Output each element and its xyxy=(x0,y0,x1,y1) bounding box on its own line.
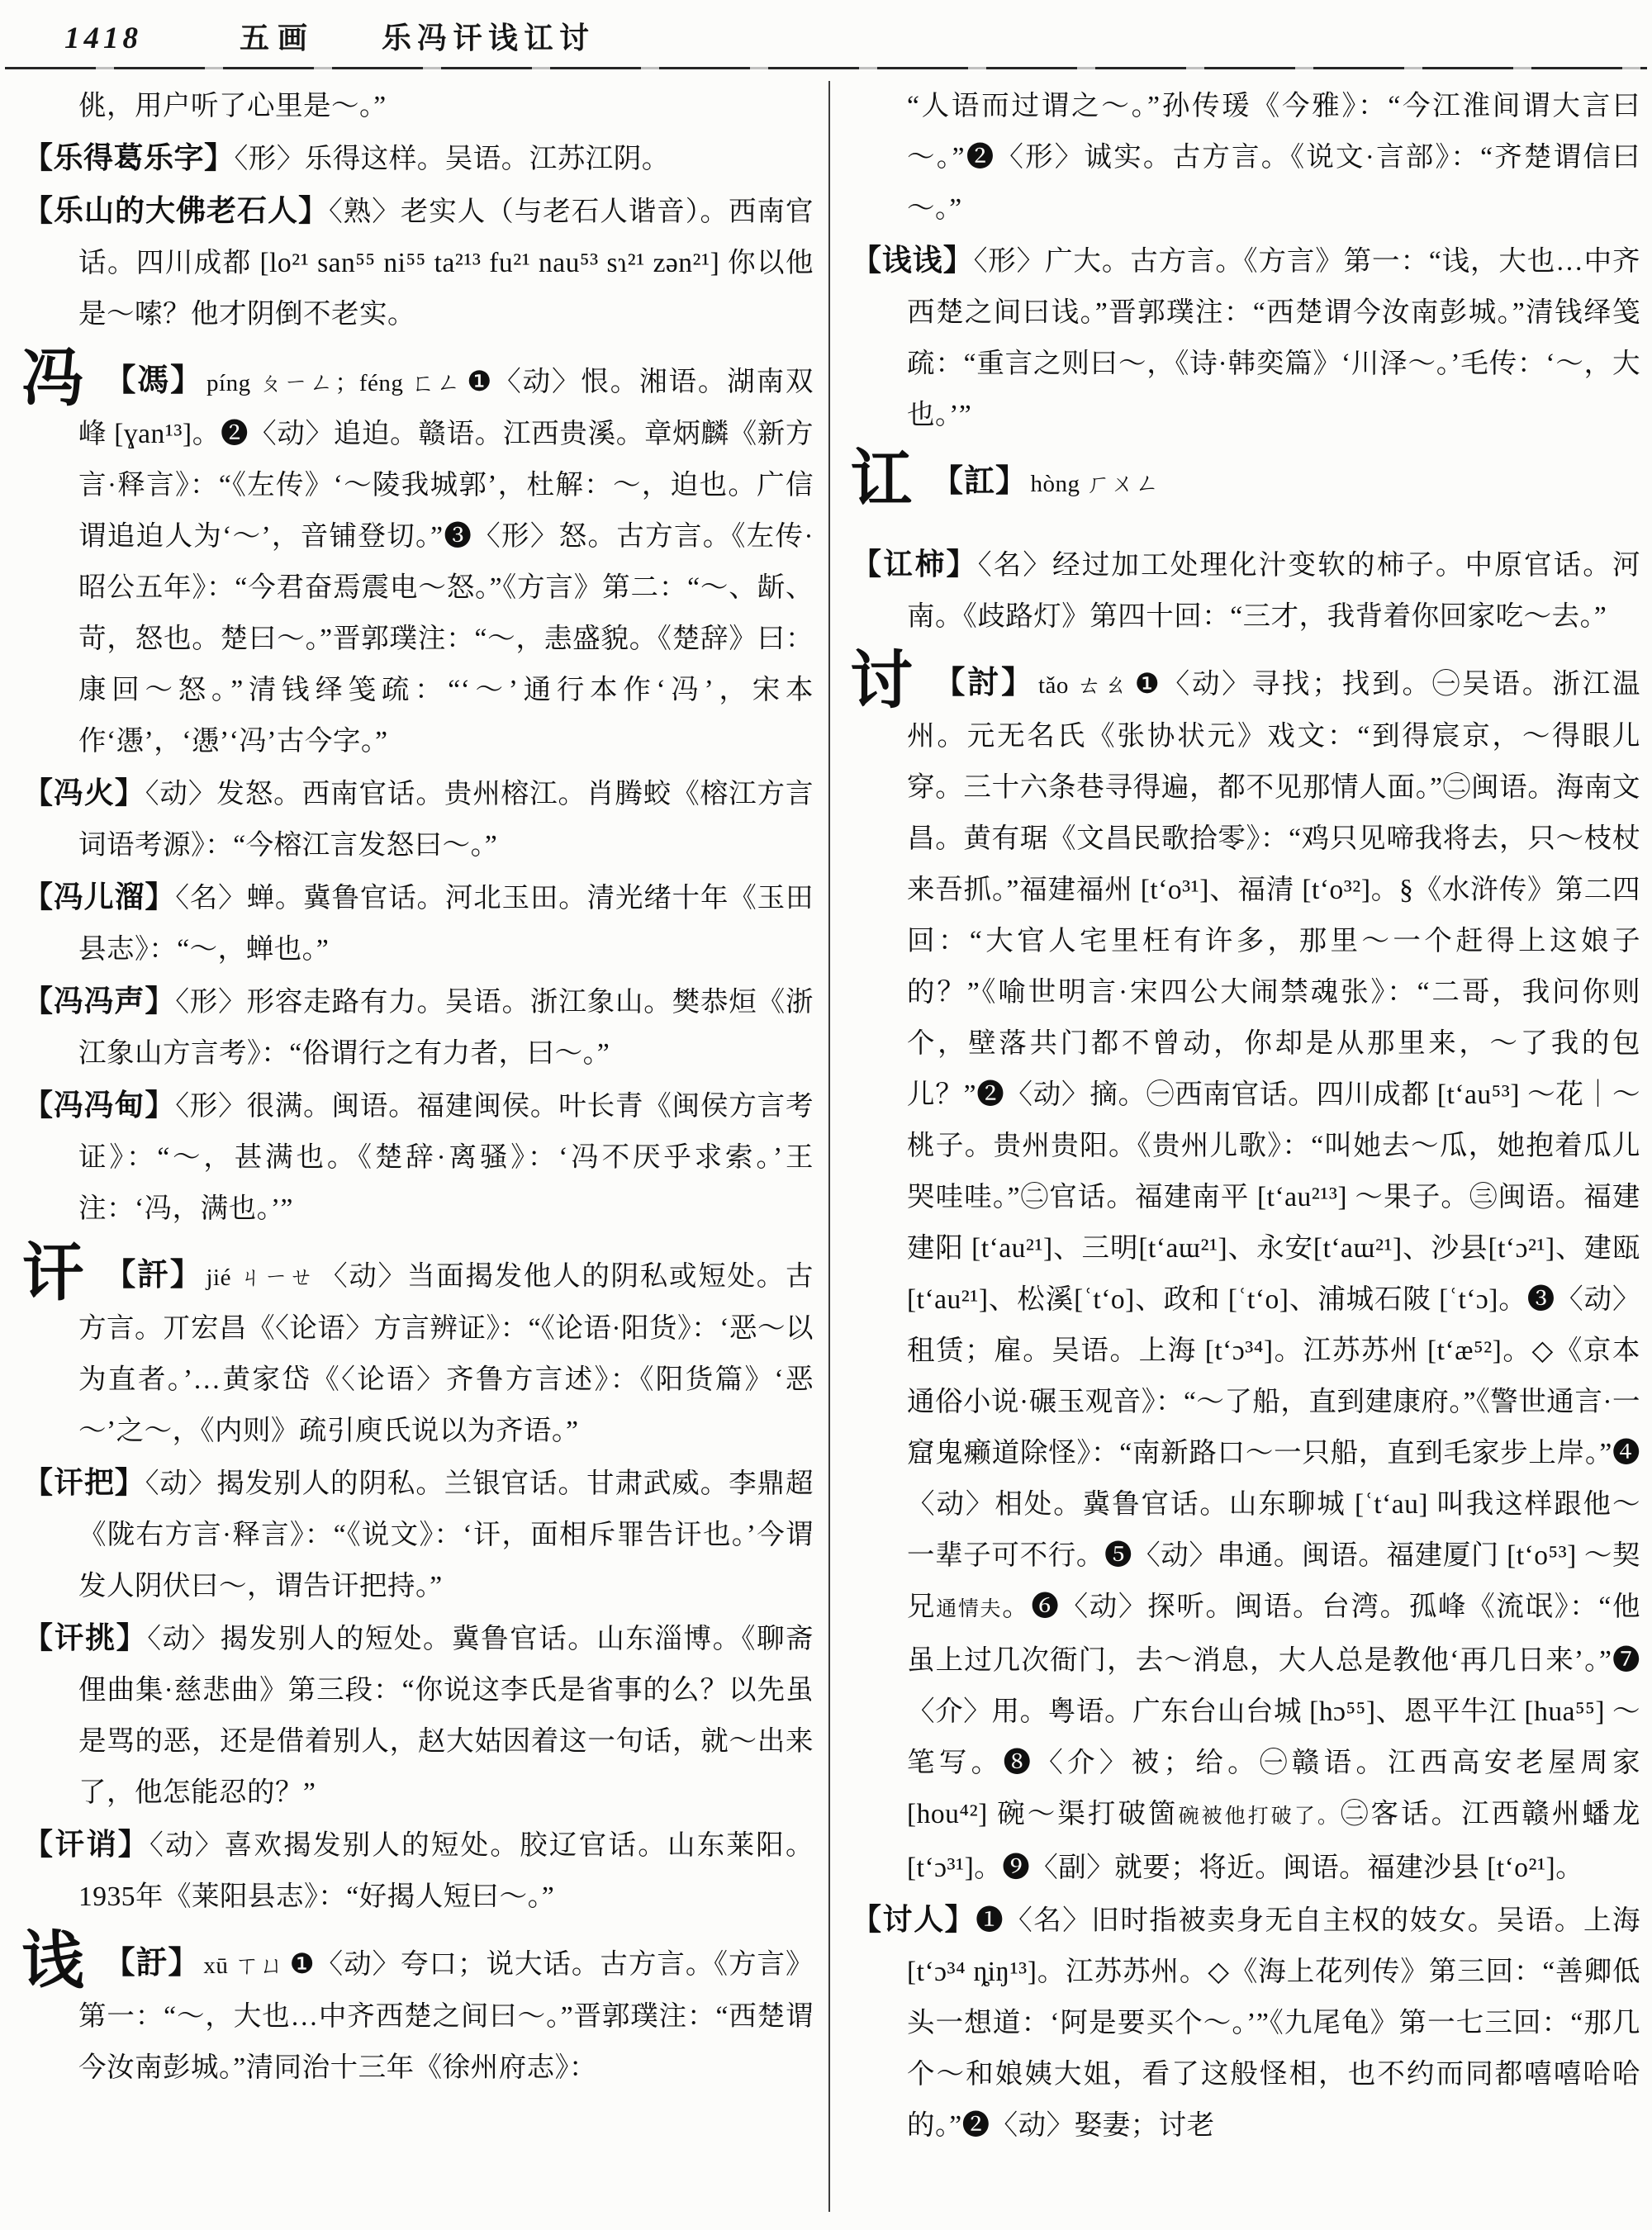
entry-text: 〈形〉乐得这样。吴语。江苏江阴。 xyxy=(234,144,670,174)
compound-entry xyxy=(23,1457,814,1612)
compound-headword: 【讦把】 xyxy=(23,1466,145,1499)
continuation-paragraph xyxy=(23,81,814,132)
entry-text: ㊁客话。江西赣州蟠龙 [tʻɔ³¹]。❾〈副〉就要；将近。闽语。福建沙县 [tʻo²¹]。 xyxy=(907,1799,1640,1883)
continuation-paragraph xyxy=(852,81,1640,235)
compound-headword: 【讧柿】 xyxy=(852,548,978,581)
compound-headword: 【冯火】 xyxy=(23,776,145,809)
compound-entry xyxy=(23,132,814,185)
compound-entry xyxy=(23,871,814,975)
entry-text: “人语而过谓之～。”孙传瑗《今雅》：“今江淮间谓大言曰～。”❷〈形〉诚实。古方言。《说文·言部》：“齐楚谓信曰～。” xyxy=(907,91,1640,224)
entry-text: 〈形〉形容走路有力。吴语。浙江象山。樊恭烜《浙江象山方言考》：“俗谓行之有力者，曰～。” xyxy=(78,987,814,1069)
traditional-form: 【馮】 xyxy=(103,363,204,398)
head-entry xyxy=(850,445,1640,515)
entry-text: 〈动〉发怒。西南官话。贵州榕江。肖腾蛟《榕江方言词语考源》：“今榕江言发怒曰～。” xyxy=(78,779,814,861)
head-entry xyxy=(850,647,1640,1894)
compound-entry xyxy=(23,1612,814,1819)
head-character: 𬣡 xyxy=(21,1927,85,1996)
compound-headword: 【乐山的大佛老石人】 xyxy=(23,194,329,227)
head-character: 讧 xyxy=(850,445,914,515)
compound-headword: 【𬣡𬣡】 xyxy=(852,244,974,277)
compound-entry xyxy=(23,1079,814,1235)
compound-headword: 【讨人】 xyxy=(852,1903,976,1936)
right-column xyxy=(852,81,1640,2212)
entry-text: ❶〈动〉寻找；找到。㊀吴语。浙江温州。元无名氏《张协状元》戏文：“到得宸京，～得眼儿穿。三十六条巷寻得遍，都不见那情人面。”㊁闽语。海南文昌。黄有琚《文昌民歌拾零》：“鸡只见啼我将去，只～枝杖来吾抓。”福建福州 [tʻo³¹]、福清 [tʻo³²]。§《水浒传》第二四回：“大官人宅里枉有许多，那里～一个赶得上这娘子的？”《喻世明言·宋四公大闹禁魂张》：“二哥，我问你则个，壁落共门都不曾动，你却是从那里来，～了我的包儿？”❷〈动〉摘。㊀西南官话。四川成都 [tʻau⁵³] ～花｜～桃子。贵州贵阳。《贵州儿歌》：“叫她去～瓜，她抱着瓜儿哭哇哇。”㊁官话。福建南平 [tʻau²¹³] ～果子。㊂闽语。福建建阳 [tʻau²¹]、三明[tʻaɯ²¹]、永安[tʻaɯ²¹]、沙县[tʻɔ²¹]、建瓯[tʻau²¹]、松溪[ʿtʻo]、政和 [ʿtʻo]、浦城石陂 [ʿtʻɔ]。❸〈动〉租赁；雇。吴语。上海 [tʻɔ³⁴]。江苏苏州 [tʻæ⁵²]。◇《京本通俗小说·碾玉观音》：“～了船，直到建康府。”《警世通言·一窟鬼癞道除怪》：“南新路口～一只船，直到毛家步上岸。”❹〈动〉相处。冀鲁官话。山东聊城 [ʿtʻau] 叫我这样跟他～一辈子可不行。❺〈动〉串通。闽语。福建厦门 [tʻo⁵³] ～契兄 xyxy=(907,669,1640,1622)
entry-text: 佻，用户听了心里是～。” xyxy=(78,91,387,121)
compound-headword: 【冯儿溜】 xyxy=(23,880,176,913)
compound-headword: 【冯冯甸】 xyxy=(23,1089,176,1122)
compound-entry xyxy=(852,539,1640,643)
entry-text: 〈名〉经过加工处理化汁变软的柿子。中原官话。河南。《歧路灯》第四十回：“三才，我背着你回家吃～去。” xyxy=(907,550,1640,632)
compound-headword: 【讦诮】 xyxy=(23,1828,150,1861)
pronunciation: hòng ㄏㄨㄥ xyxy=(1030,471,1160,497)
pronunciation: jié ㄐㄧㄝ xyxy=(206,1264,316,1291)
entry-text: ❶〈名〉旧时指被卖身无自主权的妓女。吴语。上海 [tʻɔ³⁴ ȵiŋ¹³]。江苏苏州。◇《海上花列传》第三回：“善卿低头一想道：‘阿是要买个～。’”《九尾龟》第一七三回：“那几个～和娘姨大姐，看了这般怪相，也不约而同都嘻嘻哈哈的。”❷〈动〉娶妻；讨老 xyxy=(907,1905,1640,2141)
compound-entry xyxy=(23,185,814,340)
compound-headword: 【冯冯声】 xyxy=(23,985,176,1018)
column-divider xyxy=(828,81,830,2212)
entry-text: 〈动〉揭发别人的短处。冀鲁官话。山东淄博。《聊斋俚曲集·慈悲曲》第三段：“你说这李氏是省事的么？以先虽是骂的恶，还是借着别人，赵大姑因着这一句话，就～出来了，他怎能忍的？” xyxy=(78,1624,814,1808)
head-character: 冯 xyxy=(21,344,85,414)
traditional-form: 【訌】 xyxy=(932,464,1028,499)
compound-entry xyxy=(852,1894,1640,2152)
entry-text: 〈熟〉老实人（与老石人谐音）。西南官话。四川成都 [lo²¹ san⁵⁵ ni⁵⁵ ta²¹³ fu²¹ nau⁵³ sɿ²¹ zən²¹] 你以他是～嗦？他才阴倒不老实。 xyxy=(78,197,814,330)
text-columns xyxy=(0,69,1652,2212)
traditional-form: 【討】 xyxy=(932,666,1035,700)
compound-headword: 【讦挑】 xyxy=(23,1621,148,1654)
entry-text: ❶〈动〉恨。湘语。湖南双峰 [ɣan¹³]。❷〈动〉追迫。赣语。江西贵溪。章炳麟《新方言·释言》：“《左传》‘～陵我城郭’，杜解：～，迫也。广信谓追迫人为‘～’，音铺登切。”❸〈形〉怒。古方言。《左传·昭公五年》：“今君奋焉震电～怒。”《方言》第二：“～、龂、苛，怒也。楚曰～。”晋郭璞注：“～，恚盛貌。《楚辞》曰：康回～怒。”清钱绎笺疏：“‘～’通行本作‘冯’，宋本作‘慿’，‘慿’‘冯’古今字。” xyxy=(78,367,814,757)
compound-headword: 【乐得葛乐字】 xyxy=(23,141,235,174)
left-column xyxy=(23,81,814,2212)
entry-text: 通情夫 xyxy=(936,1598,1003,1620)
entry-text: 〈名〉蝉。冀鲁官话。河北玉田。清光绪十年《玉田县志》：“～，蝉也。” xyxy=(78,883,814,965)
pronunciation: xū ㄒㄩ xyxy=(203,1952,285,1979)
pronunciation: píng ㄆㄧㄥ；féng ㄈㄥ xyxy=(206,370,463,396)
head-character: 讨 xyxy=(850,647,914,716)
entry-text: 〈形〉很满。闽语。福建闽侯。叶长青《闽侯方言考证》：“～，甚满也。《楚辞·离骚》：‘冯不厌乎求索。’王注：‘冯，满也。’” xyxy=(78,1091,814,1224)
entry-text: 〈形〉广大。古方言。《方言》第一：“𬣡，大也…中齐西楚之间曰𬣡。”晋郭璞注：“西楚谓今汝南彭城。”清钱绎笺疏：“重言之则曰～，《诗·韩奕篇》‘川泽～。’毛传：‘～，大也。’” xyxy=(907,246,1640,430)
entry-text: 〈动〉揭发别人的阴私。兰银官话。甘肃武威。李鼎超《陇右方言·释言》：“《说文》：‘讦，面相斥罪告讦也。’今谓发人阴伏曰～，谓告讦把持。” xyxy=(78,1468,814,1601)
compound-entry xyxy=(23,767,814,871)
compound-entry xyxy=(23,975,814,1079)
head-character: 讦 xyxy=(21,1239,85,1308)
entry-text: 〈动〉当面揭发他人的阴私或短处。古方言。丌宏昌《〈论语〉方言辨证》：“《论语·阳货》：‘恶～以为直者。’…黄家岱《〈论语〉齐鲁方言述》：《阳货篇》‘恶～’之～，《内则》疏引庾氏说以为齐语。” xyxy=(78,1261,814,1446)
compound-entry xyxy=(852,235,1640,441)
traditional-form: 【訏】 xyxy=(103,1946,201,1981)
page-header xyxy=(0,0,1652,64)
head-entry xyxy=(21,1927,814,2094)
pronunciation: tǎo ㄊㄠ xyxy=(1037,672,1130,699)
head-entry xyxy=(21,344,814,767)
compound-entry xyxy=(23,1819,814,1923)
entry-text: 碗被他打破了。 xyxy=(1178,1805,1341,1828)
stroke-section-label: 五画 xyxy=(240,21,316,55)
guide-words: 乐冯讦𬣡讧讨 xyxy=(382,21,596,55)
entry-text: 〈动〉喜欢揭发别人的短处。胶辽官话。山东莱阳。1935年《莱阳县志》：“好揭人短曰～。” xyxy=(78,1830,814,1912)
page-number: 1418 xyxy=(64,21,142,55)
entry-text: ❶〈动〉夸口；说大话。古方言。《方言》第一：“～，大也…中齐西楚之间曰～。”晋郭璞注：“西楚谓今汝南彭城。”清同治十三年《徐州府志》： xyxy=(78,1949,814,2083)
traditional-form: 【訐】 xyxy=(103,1258,203,1293)
entry-text: 。❻〈动〉探听。闽语。台湾。孤峰《流氓》：“他虽上过几次衙门，去～消息，大人总是教他‘再几日来’。”❼〈介〉用。粤语。广东台山台城 [hɔ⁵⁵]、恩平牛江 [hua⁵⁵] ～笔写。❽〈介〉被；给。㊀赣语。江西高安老屋周家 [hou⁴²] 碗～渠打破箇 xyxy=(907,1592,1640,1829)
head-entry xyxy=(21,1239,814,1457)
